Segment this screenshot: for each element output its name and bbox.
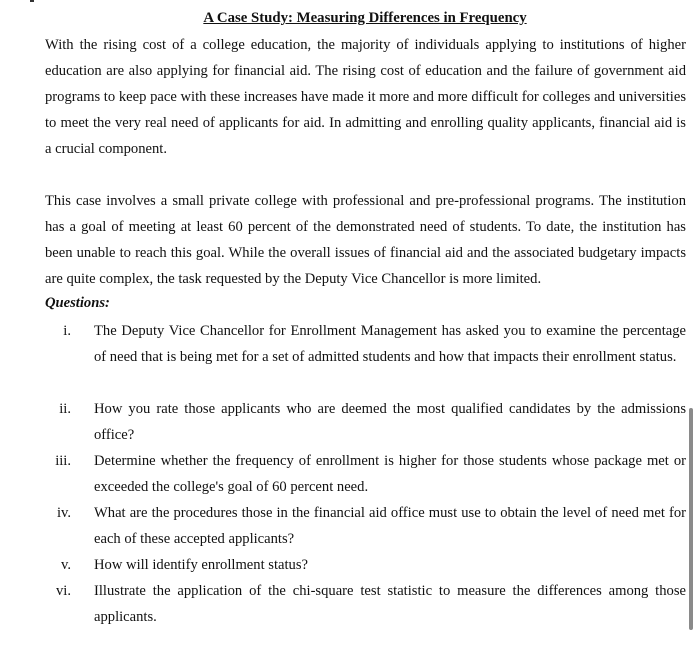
vertical-scrollbar[interactable] [689,408,693,630]
question-text: Determine whether the frequency of enrollment is higher for those students whose package met or exceeded the college's goal of 60 percent need. [94,453,686,495]
question-text: How will identify enrollment status? [94,557,309,573]
question-number: iv. [56,505,71,521]
questions-heading: Questions: [45,295,110,311]
question-text: How you rate those applicants who are deemed the most qualified candidates by the admissions office? [94,401,686,443]
document-title: A Case Study: Measuring Differences in Frequency [203,10,527,26]
question-text: The Deputy Vice Chancellor for Enrollment Management has asked you to examine the percentage of need that is being met for a set of admitted students and how that impacts their enrollment status. [94,323,686,365]
question-number: ii. [59,401,71,417]
question-text: Illustrate the application of the chi-square test statistic to measure the differences among those applicants. [94,583,686,625]
question-text: What are the procedures those in the financial aid office must use to obtain the level of need met for each of these accepted applicants? [94,505,686,547]
question-number: vi. [56,583,71,599]
question-number: v. [61,557,71,573]
case-paragraph: This case involves a small private college with professional and pre-professional programs. The institution has a goal of meeting at least 60 percent of the demonstrated need of students. To date, the institution has been unable to reach this goal. While the overall issues of financial aid and the associated budgetary impacts are quite complex, the task requested by the Deputy Vice Chancellor is more limited. [45,193,686,287]
intro-paragraph: With the rising cost of a college education, the majority of individuals applying to institutions of higher education are also applying for financial aid. The rising cost of education and the failure of government aid programs to keep pace with these increases have made it more and more difficult for colleges and universities to meet the very real need of applicants for aid. In admitting and enrolling quality applicants, financial aid is a crucial component. [45,37,686,157]
question-number: i. [63,323,71,339]
question-number: iii. [55,453,71,469]
